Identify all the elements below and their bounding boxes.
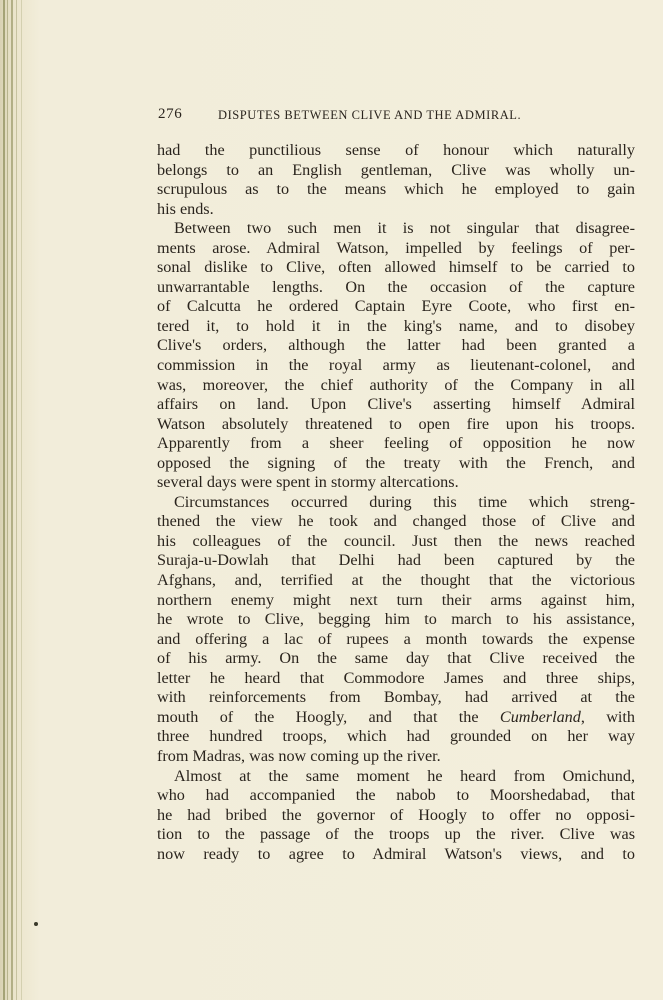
page-number: 276 [158, 106, 183, 122]
text-line: of his army. On the same day that Clive received the [157, 649, 635, 668]
binding-line [7, 0, 8, 1000]
text-line: his ends. [157, 199, 214, 218]
text-line: sonal dislike to Clive, often allowed himself to be carried to [157, 258, 635, 277]
text-line: Almost at the same moment he heard from Omichund, [174, 766, 635, 785]
text-line: commission in the royal army as lieutenant-colonel, and [157, 356, 635, 375]
text-line: Clive's orders, although the latter had been granted a [157, 336, 635, 355]
running-title: DISPUTES BETWEEN CLIVE AND THE ADMIRAL. [218, 108, 522, 122]
text-line: of Calcutta he ordered Captain Eyre Coote, who first en- [157, 297, 635, 316]
binding-line [16, 0, 17, 1000]
text-line: from Madras, was now coming up the river. [157, 746, 441, 765]
text-line: several days were spent in stormy altercations. [157, 473, 459, 492]
text-line: he wrote to Clive, begging him to march to his assistance, [157, 610, 635, 629]
text-line: was, moreover, the chief authority of the Company in all [157, 375, 635, 394]
page-binding-edge [0, 0, 30, 1000]
text-line: Circumstances occurred during this time which streng- [174, 492, 635, 511]
text-line: mouth of the Hoogly, and that the Cumberland, with [157, 707, 635, 726]
text-line: with reinforcements from Bombay, had arrived at the [157, 688, 635, 707]
text-line: three hundred troops, which had grounded on her way [157, 727, 635, 746]
text-line: Suraja-u-Dowlah that Delhi had been captured by the [157, 551, 635, 570]
text-line: northern enemy might next turn their arms against him, [157, 590, 635, 609]
binding-line [11, 0, 13, 1000]
margin-mark [34, 922, 38, 926]
text-line: thened the view he took and changed those of Clive and [157, 512, 635, 531]
text-line: tered it, to hold it in the king's name, and to disobey [157, 316, 635, 335]
text-line: Watson absolutely threatened to open fire upon his troops. [157, 414, 635, 433]
text-line: affairs on land. Upon Clive's asserting himself Admiral [157, 395, 635, 414]
text-line: had the punctilious sense of honour which naturally [157, 141, 635, 159]
text-line: unwarrantable lengths. On the occasion of the capture [157, 277, 635, 296]
binding-line [21, 0, 22, 1000]
text-line: ments arose. Admiral Watson, impelled by feelings of per- [157, 238, 635, 257]
text-line: Between two such men it is not singular that disagree- [174, 219, 635, 238]
text-line: now ready to agree to Admiral Watson's views, and to [157, 844, 635, 863]
text-line: letter he heard that Commodore James and three ships, [157, 668, 635, 687]
binding-line [3, 0, 5, 1000]
text-line: scrupulous as to the means which he employed to gain [157, 180, 635, 199]
text-line: Apparently from a sheer feeling of opposition he now [157, 434, 635, 453]
text-line: tion to the passage of the troops up the river. Clive was [157, 825, 635, 844]
text-line: Afghans, and, terrified at the thought that the victorious [157, 571, 635, 590]
body-text [157, 141, 635, 864]
text-line: opposed the signing of the treaty with the French, and [157, 453, 635, 472]
text-line: his colleagues of the council. Just then the news reached [157, 531, 635, 550]
italic-ship-name: Cumberland [499, 707, 581, 726]
text-line: who had accompanied the nabob to Moorshedabad, that [157, 786, 635, 805]
running-header [158, 106, 578, 126]
text-line: belongs to an English gentleman, Clive was wholly un- [157, 160, 635, 179]
text-line: he had bribed the governor of Hoogly to offer no opposi- [157, 805, 635, 824]
text-line: and offering a lac of rupees a month towards the expense [157, 629, 635, 648]
